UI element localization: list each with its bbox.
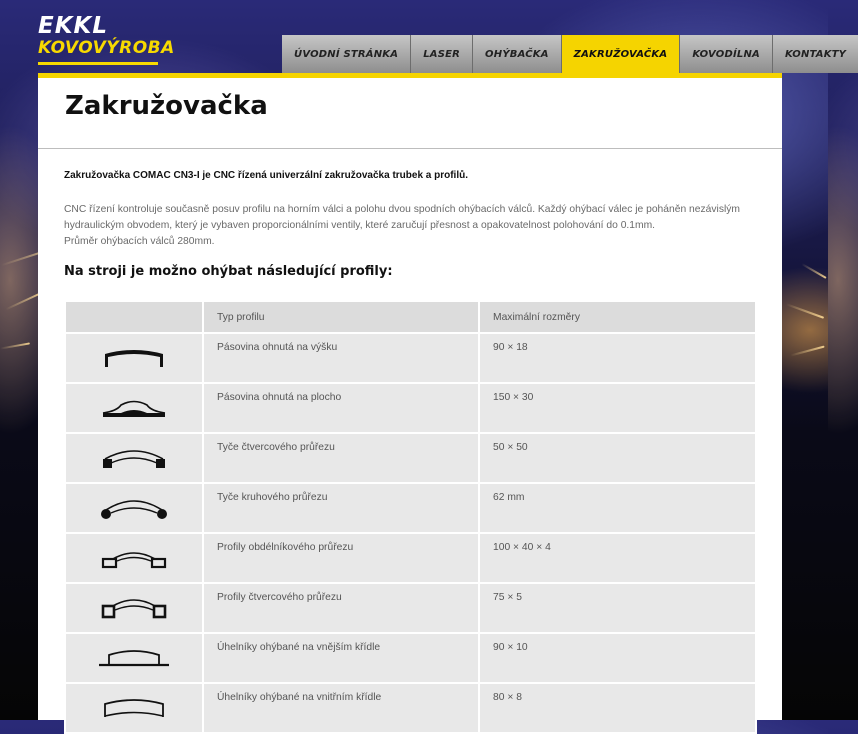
- nav-item-bending[interactable]: OHÝBAČKA: [473, 35, 562, 73]
- table-row: [65, 683, 756, 733]
- profile-size: 90 × 10: [479, 633, 756, 683]
- site-logo[interactable]: [38, 14, 175, 65]
- logo-underline: [38, 62, 158, 65]
- bent-angle-inner-leg-icon: [99, 695, 169, 721]
- profile-type: Tyče kruhového průřezu: [203, 483, 479, 533]
- description-paragraph: [64, 202, 764, 250]
- profiles-heading: Na stroji je možno ohýbat následující profily:: [64, 264, 393, 279]
- profile-size: 150 × 30: [479, 383, 756, 433]
- header-max-dimensions: Maximální rozměry: [479, 301, 756, 333]
- profile-size: 75 × 5: [479, 583, 756, 633]
- profile-type: Pásovina ohnutá na plocho: [203, 383, 479, 433]
- nav-item-metal-workshop[interactable]: KOVODÍLNA: [680, 35, 773, 73]
- main-nav: [282, 35, 847, 73]
- table-row: [65, 383, 756, 433]
- profile-size: 90 × 18: [479, 333, 756, 383]
- profile-size: 62 mm: [479, 483, 756, 533]
- bent-rectangular-tube-icon: [99, 545, 169, 571]
- nav-item-laser[interactable]: LASER: [411, 35, 473, 73]
- bent-square-tube-icon: [99, 594, 169, 622]
- profile-type: Pásovina ohnutá na výšku: [203, 333, 479, 383]
- description-line-3: Průměr ohýbacích válců 280mm.: [64, 236, 215, 247]
- nav-item-rolling[interactable]: ZAKRUŽOVAČKA: [562, 35, 681, 73]
- table-row: [65, 583, 756, 633]
- nav-item-contacts[interactable]: KONTAKTY: [773, 35, 858, 73]
- title-divider: [38, 148, 782, 149]
- profile-type: Profily čtvercového průřezu: [203, 583, 479, 633]
- logo-line-1: EKKL: [38, 13, 109, 39]
- header-icon: [65, 301, 203, 333]
- profile-size: 100 × 40 × 4: [479, 533, 756, 583]
- description-line-2: hydraulickým obvodem, který je vybaven proporcionálními ventily, které zaručují přesnost a opakovatelnost polohování do 0.1mm.: [64, 220, 656, 231]
- profile-size: 50 × 50: [479, 433, 756, 483]
- profile-type: Úhelníky ohýbané na vnějším křídle: [203, 633, 479, 683]
- intro-text: Zakružovačka COMAC CN3-I je CNC řízená univerzální zakružovačka trubek a profilů.: [64, 170, 469, 181]
- page-title: Zakružovačka: [65, 91, 268, 121]
- bent-square-bar-icon: [99, 445, 169, 471]
- profile-size: 80 × 8: [479, 683, 756, 733]
- profile-type: Úhelníky ohýbané na vnitřním křídle: [203, 683, 479, 733]
- table-row: [65, 533, 756, 583]
- table-row: [65, 333, 756, 383]
- table-row: [65, 433, 756, 483]
- header-profile-type: Typ profilu: [203, 301, 479, 333]
- table-header-row: [65, 301, 756, 333]
- content-panel: [38, 78, 782, 720]
- description-line-1: CNC řízení kontroluje současně posuv profilu na horním válci a polohu dvou spodních ohýbacích válců. Každý ohýbací válec je poháněn nezávislým: [64, 204, 740, 215]
- logo-line-2: KOVOVÝROBA: [38, 38, 175, 58]
- profile-type: Tyče čtvercového průřezu: [203, 433, 479, 483]
- profile-type: Profily obdélníkového průřezu: [203, 533, 479, 583]
- profiles-table: [64, 300, 757, 734]
- bent-flat-bar-flat-icon: [99, 395, 169, 421]
- table-row: [65, 483, 756, 533]
- nav-item-home[interactable]: ÚVODNÍ STRÁNKA: [282, 35, 411, 73]
- table-row: [65, 633, 756, 683]
- bent-flat-bar-edgewise-icon: [99, 345, 169, 371]
- bent-round-bar-icon: [99, 495, 169, 521]
- bent-angle-outer-leg-icon: [97, 645, 171, 671]
